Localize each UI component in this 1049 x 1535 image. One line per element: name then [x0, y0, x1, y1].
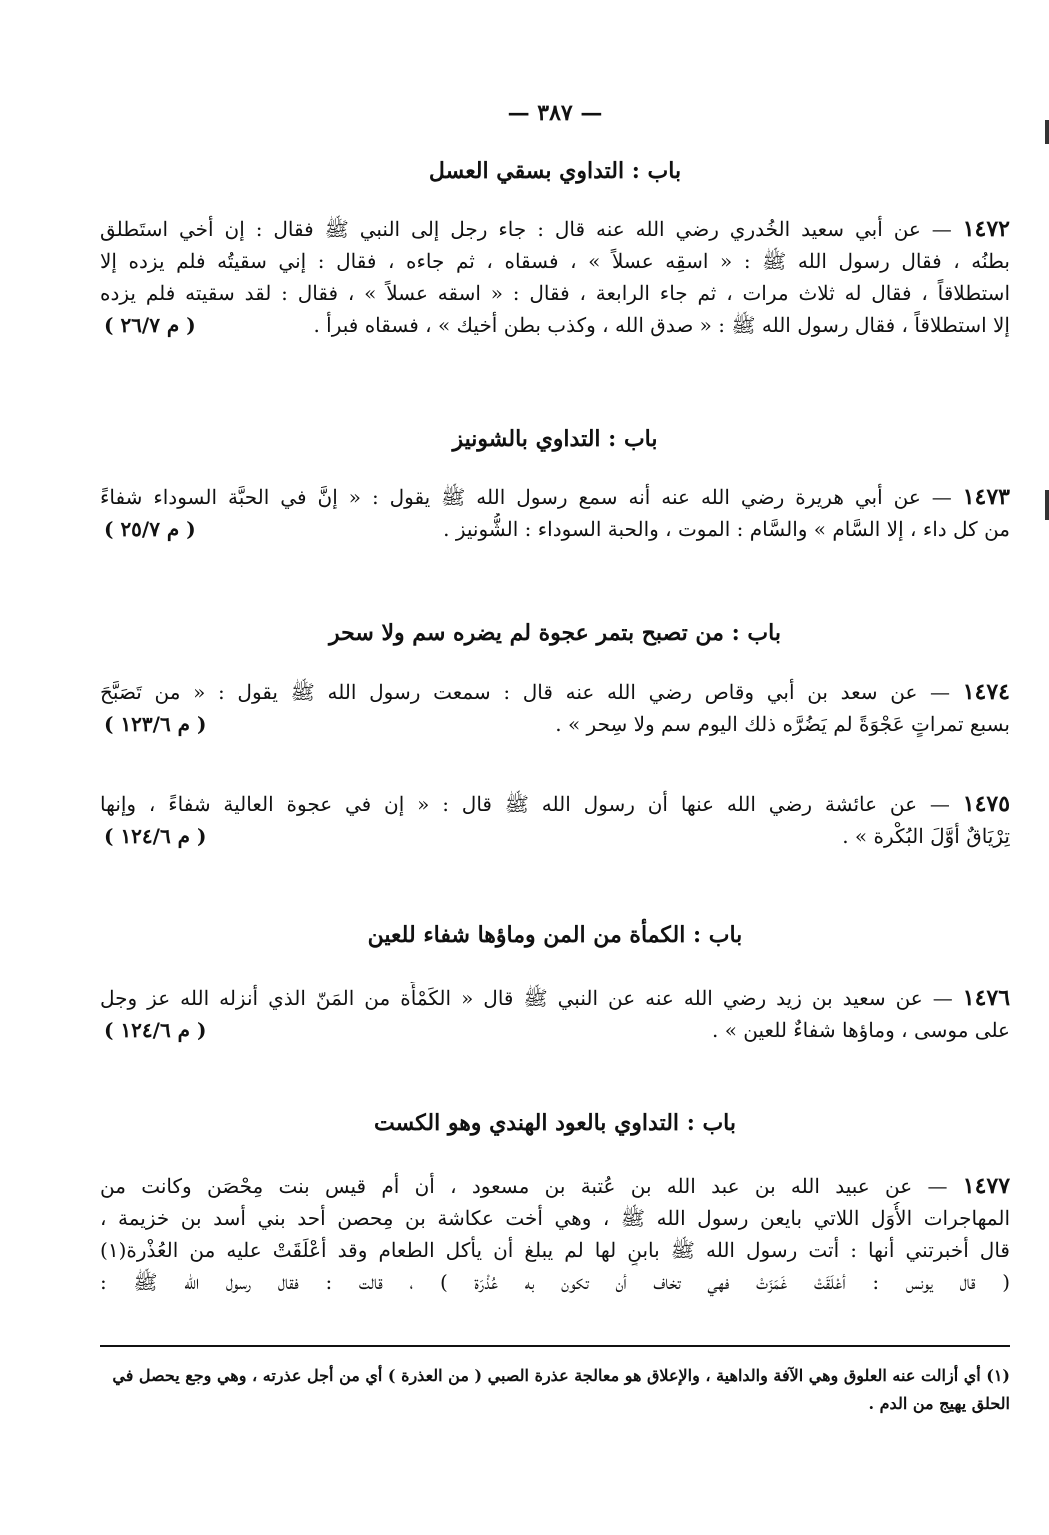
scan-edge-mark: [1045, 120, 1049, 144]
hadith-line: ( قال يونس : أعْلَقَتْ غَمَزَتْ فهي تخاف أن تكون به عُذْرَة ) ، قالت : فقال رسول الله ﷺ :: [100, 1270, 1010, 1294]
source-reference: ( م ٢٥/٧ ): [104, 517, 196, 541]
hadith-line: استطلاقاً ، فقال له ثلاث مرات ، ثم جاء الرابعة ، فقال : « اسقه عسلاً » ، فقال : لقد سقيته فلم يزده: [100, 281, 1010, 305]
hadith-text: — عن عبيد الله بن عبد الله بن عُتبة بن مسعود ، أن أم قيس بنت مِحْصَن وكانت من: [100, 1174, 948, 1198]
hadith-text: — عن أبي هريرة رضي الله عنه أنه سمع رسول الله ﷺ يقول : « إنَّ في الحبَّة السوداء شفاءً: [100, 485, 952, 509]
footnote-line: (١) أي أزالت عنه العلوق وهي الآفة والداهية ، والإعلاق هو معالجة عذرة الصبي ( من العذرة ) أي من أجل عذرته ، وهي وجع يحصل في: [112, 1366, 1010, 1385]
hadith-line: المهاجرات الأُوَل اللاتي بايعن رسول الله ﷺ ، وهي أخت عكاشة بن مِحصن أحد بني أسد بن خزيمة ،: [100, 1206, 1010, 1230]
hadith-line: [100, 513, 1010, 545]
hadith-text: على موسى ، وماؤها شفاءٌ للعين » .: [711, 1018, 1010, 1042]
footnote-divider: [100, 1345, 1010, 1347]
hadith-number: ١٤٧٥: [962, 791, 1010, 817]
hadith-1477: [100, 1170, 1010, 1298]
hadith-line: [100, 1170, 1010, 1202]
chapter-title: باب : الكمأة من المن وماؤها شفاء للعين: [367, 922, 743, 948]
hadith-text: من كل داء ، إلا السَّام » والسَّام : الموت ، والحبة السوداء : الشُّونيز .: [443, 517, 1010, 541]
hadith-1474: [100, 676, 1010, 740]
hadith-number: ١٤٧٣: [962, 484, 1010, 510]
page-number: — ٣٨٧ —: [507, 100, 603, 126]
hadith-line: [100, 1014, 1010, 1046]
hadith-text: إلا استطلاقاً ، فقال رسول الله ﷺ : « صدق الله ، وكذب بطن أخيك » ، فسقاه فبرأ .: [313, 313, 1010, 337]
hadith-1476: [100, 982, 1010, 1046]
scan-edge-mark: [1045, 490, 1049, 520]
hadith-line: قال أخبرتني أنها : أتت رسول الله ﷺ بابنٍ لها لم يبلغ أن يأكل الطعام وقد أعْلَقَتْ عليه من العُذْرة(١): [100, 1238, 1010, 1262]
hadith-line: بطنُه ، فقال رسول الله ﷺ : « اسقِه عسلاً » ، فسقاه ، ثم جاءه ، فقال : إني سقيتُه فلم يزده إلا: [100, 249, 1010, 273]
hadith-line: [100, 676, 1010, 708]
hadith-text: بسبع تمراتٍ عَجْوَةً لم يَضُرَّه ذلك اليوم سم ولا سِحر » .: [555, 712, 1010, 736]
hadith-number: ١٤٧٢: [962, 216, 1010, 242]
hadith-1473: [100, 481, 1010, 545]
hadith-line: [100, 708, 1010, 740]
source-reference: ( م ١٢٤/٦ ): [104, 824, 207, 848]
footnote-line: الحلق يهيج من الدم .: [868, 1394, 1010, 1413]
chapter-title: باب : التداوي بالشونيز: [452, 426, 658, 452]
hadith-1475: [100, 788, 1010, 852]
hadith-text: — عن سعد بن أبي وقاص رضي الله عنه قال : سمعت رسول الله ﷺ يقول : « من تَصَبَّحَ: [100, 680, 951, 704]
book-page: [100, 0, 1010, 1535]
source-reference: ( م ١٢٣/٦ ): [104, 712, 207, 736]
source-reference: ( م ١٢٤/٦ ): [104, 1018, 207, 1042]
chapter-title: باب : من تصبح بتمر عجوة لم يضره سم ولا سحر: [329, 620, 781, 646]
chapter-title: باب : التداوي بسقي العسل: [428, 158, 682, 184]
hadith-number: ١٤٧٤: [962, 679, 1010, 705]
footnote: [100, 1362, 1010, 1418]
hadith-line: [100, 309, 1010, 341]
hadith-text: تِرْيَاقٌ أوَّلَ البُكْرة » .: [842, 824, 1010, 848]
hadith-number: ١٤٧٧: [962, 1173, 1010, 1199]
hadith-line: [100, 788, 1010, 820]
hadith-1472: [100, 213, 1010, 341]
hadith-text: — عن عائشة رضي الله عنها أن رسول الله ﷺ قال : « إن في عجوة العالية شفاءً ، وإنها: [100, 792, 950, 816]
source-reference: ( م ٢٦/٧ ): [104, 313, 196, 337]
hadith-line: [100, 481, 1010, 513]
hadith-line: [100, 982, 1010, 1014]
hadith-text: — عن سعيد بن زيد رضي الله عنه عن النبي ﷺ قال « الكَمْأَة من المَنّ الذي أنزله الله عز وجل: [100, 986, 953, 1010]
chapter-title: باب : التداوي بالعود الهندي وهو الكست: [373, 1110, 737, 1136]
hadith-text: — عن أبي سعيد الخُدري رضي الله عنه قال : جاء رجل إلى النبي ﷺ فقال : إن أخي استَطلق: [100, 217, 952, 241]
hadith-line: [100, 213, 1010, 245]
hadith-number: ١٤٧٦: [962, 985, 1010, 1011]
hadith-line: [100, 820, 1010, 852]
